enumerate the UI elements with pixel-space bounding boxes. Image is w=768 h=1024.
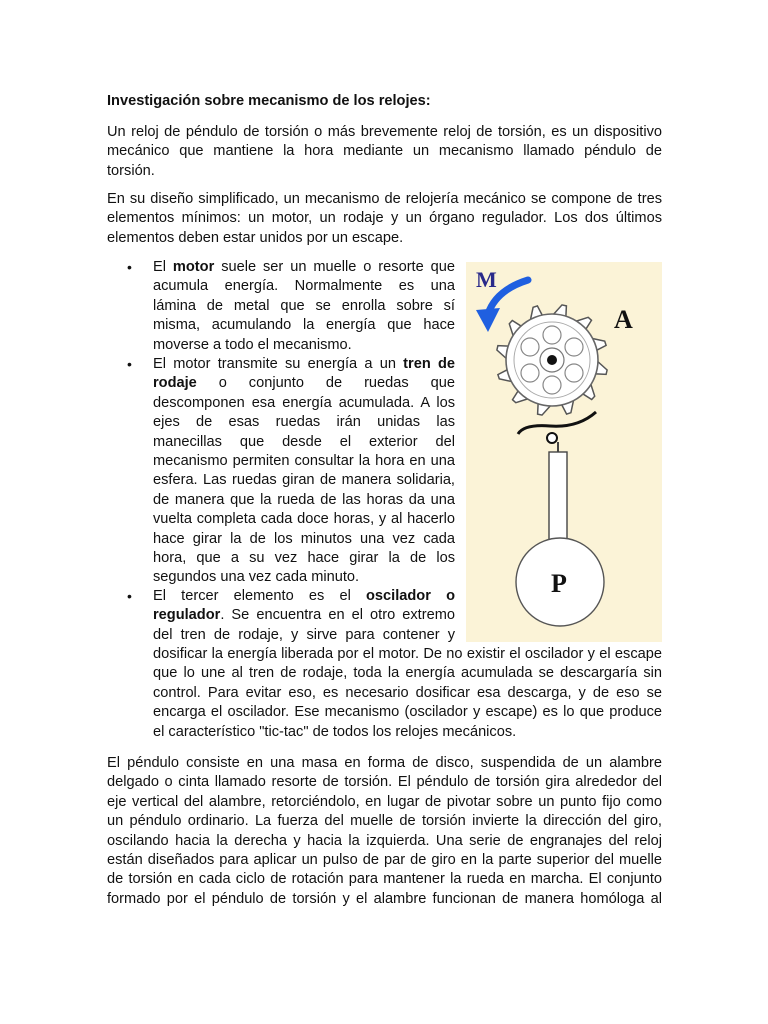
list-item-oscilador-continuation <box>153 645 662 742</box>
text-line <box>153 374 455 393</box>
text-line: hace girar la de los minutos una vez cada <box>153 530 455 547</box>
text-line: control. Para evitar eso, es necesario dosificar esa descarga, y de eso se <box>153 684 662 701</box>
label-a: A <box>614 305 633 334</box>
list-item-text <box>153 355 455 588</box>
text-line: encarga el oscilador. Ese mecanismo (oscilador y escape) es lo que produce <box>153 704 662 721</box>
text-line: del tren de rodaje, y sirve para contener y <box>153 626 455 643</box>
text-line: un péndulo ordinario. La fuerza del muelle de torsión invierte la dirección del giro, <box>107 813 662 830</box>
escape-wheel <box>497 305 607 415</box>
term-oscilador: oscilador o <box>366 588 455 604</box>
text-line: torsión. <box>107 162 155 179</box>
text-run: El tercer elemento es el <box>153 588 366 604</box>
text-line <box>153 258 455 277</box>
text-line: están diseñados para aplicar un pulso de par de giro en la parte superior del muelle <box>107 852 662 869</box>
bullet-marker: • <box>127 259 132 275</box>
document-title: Investigación sobre mecanismo de los relojes: <box>107 93 431 109</box>
text-line: segundos una vez cada minuto. <box>153 569 360 586</box>
list-item-text <box>153 258 455 355</box>
text-line <box>153 606 455 625</box>
text-run: o conjunto de ruedas que <box>196 375 455 392</box>
term-tren-de-rodaje: tren de <box>403 356 456 372</box>
design-paragraph <box>107 190 662 248</box>
term-regulador: regulador <box>153 607 221 624</box>
text-line: de manera que la rueda de las horas da una <box>153 491 455 508</box>
text-line: formado por el péndulo de torsión y el alambre funcionan de manera homóloga al <box>107 890 662 907</box>
anchor-pivot <box>547 433 557 443</box>
text-line: El péndulo consiste en una masa en forma de disco, suspendida de un alambre <box>107 755 662 771</box>
text-line: ejes de esas ruedas irán unidas las <box>153 414 455 431</box>
text-line: elementos deben estar unidos por un escape. <box>107 229 404 246</box>
list-item-text <box>153 587 455 645</box>
text-line: eje vertical del alambre, retorciéndolo, en lugar de pivotar sobre un punto fijo como <box>107 793 662 810</box>
escapement-figure <box>466 262 662 642</box>
arrow-head-icon <box>476 308 500 332</box>
text-line: mecánico que mantiene la hora mediante un mecanismo llamado péndulo de <box>107 143 662 160</box>
text-run: El <box>153 259 173 275</box>
text-line: delgado o cinta llamado resorte de torsión. El péndulo de torsión gira alrededor del <box>107 774 662 791</box>
text-line: vuelta completa cada doce horas, y al hacerlo <box>153 511 455 528</box>
intro-paragraph <box>107 123 662 181</box>
label-p: P <box>551 569 567 598</box>
text-line: moverse a todo el mecanismo. <box>153 336 352 353</box>
text-run: suele ser un muelle o resorte que <box>214 259 456 275</box>
text-line: misma, acumulando la energía que hace <box>153 317 455 334</box>
wheel-axle <box>547 355 557 365</box>
term-rodaje: rodaje <box>153 375 197 392</box>
escapement-anchor <box>518 412 596 434</box>
text-line: lámina de metal que se enrolla sobre sí <box>153 297 455 314</box>
text-line: dosificar la energía liberada por el motor. De no existir el oscilador y el escape <box>153 646 662 662</box>
text-line: el característico "tic-tac" de todos los relojes mecánicos. <box>153 723 517 740</box>
escapement-illustration <box>466 262 662 642</box>
text-line <box>153 355 455 374</box>
text-line: En su diseño simplificado, un mecanismo de relojería mecánico se compone de tres <box>107 191 662 207</box>
bullet-marker: • <box>127 588 132 604</box>
text-line: esfera. Las ruedas giran de manera solidaria, <box>153 472 455 489</box>
text-line: Un reloj de péndulo de torsión o más brevemente reloj de torsión, es un dispositivo <box>107 124 662 140</box>
text-line <box>153 587 455 606</box>
text-run: . Se encuentra en el otro extremo <box>220 607 455 624</box>
text-line: que lo une al tren de rodaje, toda la energía acumulada se descargaría sin <box>153 665 662 682</box>
text-line: mecanismo permiten consultar la hora en una <box>153 453 455 470</box>
text-line: oscilando hacia la derecha y hacia la izquierda. Una serie de engranajes del reloj <box>107 832 662 849</box>
text-line: descomponen esa energía acumulada. A los <box>153 394 455 411</box>
text-line: hora, que a su vez hace girar la de los <box>153 550 455 567</box>
text-line: de torsión en cada ciclo de rotación para mantener la rueda en marcha. El conjunto <box>107 871 662 888</box>
text-line: elementos mínimos: un motor, un rodaje y un órgano regulador. Los dos últimos <box>107 210 662 227</box>
term-motor: motor <box>172 259 215 275</box>
label-m: M <box>476 267 497 292</box>
text-line: acumula energía. Normalmente es una <box>153 278 455 295</box>
text-run: El motor transmite su energía a un <box>153 356 404 372</box>
pendulum-paragraph <box>107 754 662 909</box>
text-line: manecillas que desde el exterior del <box>153 433 455 450</box>
bullet-marker: • <box>127 356 132 372</box>
